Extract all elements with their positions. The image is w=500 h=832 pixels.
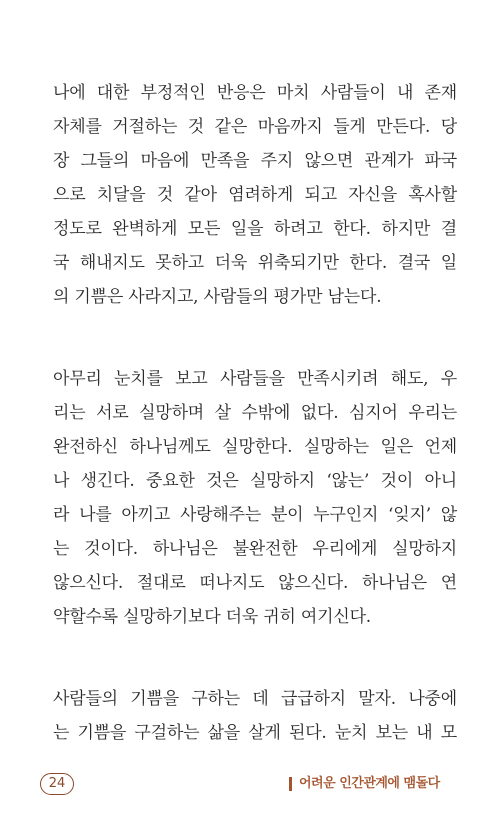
text-line: 으로 치달을 것 같아 염려하게 되고 자신을 혹사할 [53,185,457,205]
page-number: 24 [40,773,74,795]
text-line: 장 그들의 마음에 만족을 주지 않으면 관계가 파국 [53,151,457,171]
text-line: 라 나를 아끼고 사랑해주는 분이 누구인지 ‘잊지’ 않 [53,505,457,525]
body-text [53,76,457,798]
paragraph-3 [53,682,457,750]
page-footer [0,770,500,800]
text-line: 는 것이다. 하나님은 불완전한 우리에게 실망하지 [53,539,457,559]
text-line: 약할수록 실망하기보다 더욱 귀히 여기신다. [53,607,372,627]
text-line: 아무리 눈치를 보고 사람들을 만족시키려 해도, 우 [53,369,457,389]
text-line: 자체를 거절하는 것 같은 마음까지 들게 만든다. 당 [53,117,457,137]
text-line: 정도로 완벽하게 모든 일을 하려고 한다. 하지만 결 [53,219,457,239]
text-line: 사람들의 기쁨을 구하는 데 급급하지 말자. 나중에 [53,689,457,709]
text-line: 의 기쁨은 사라지고, 사람들의 평가만 남는다. [53,287,382,307]
section-title: 어려운 인간관계에 맴돌다 [299,776,440,791]
section-divider [289,777,292,791]
text-line: 완전하신 하나님께도 실망한다. 실망하는 일은 언제 [53,437,457,457]
text-line: 나 생긴다. 중요한 것은 실망하지 ‘않는’ 것이 아니 [53,471,457,491]
text-line: 리는 서로 실망하며 살 수밖에 없다. 심지어 우리는 [53,403,457,423]
paragraph-1 [53,76,457,314]
text-line: 국 해내지도 못하고 더욱 위축되기만 한다. 결국 일 [53,253,457,273]
text-line: 나에 대한 부정적인 반응은 마치 사람들이 내 존재 [53,83,457,103]
text-line: 않으신다. 절대로 떠나지도 않으신다. 하나님은 연 [53,573,457,593]
text-line: 는 기쁨을 구걸하는 삶을 살게 된다. 눈치 보는 내 모 [53,723,457,743]
paragraph-2 [53,362,457,634]
